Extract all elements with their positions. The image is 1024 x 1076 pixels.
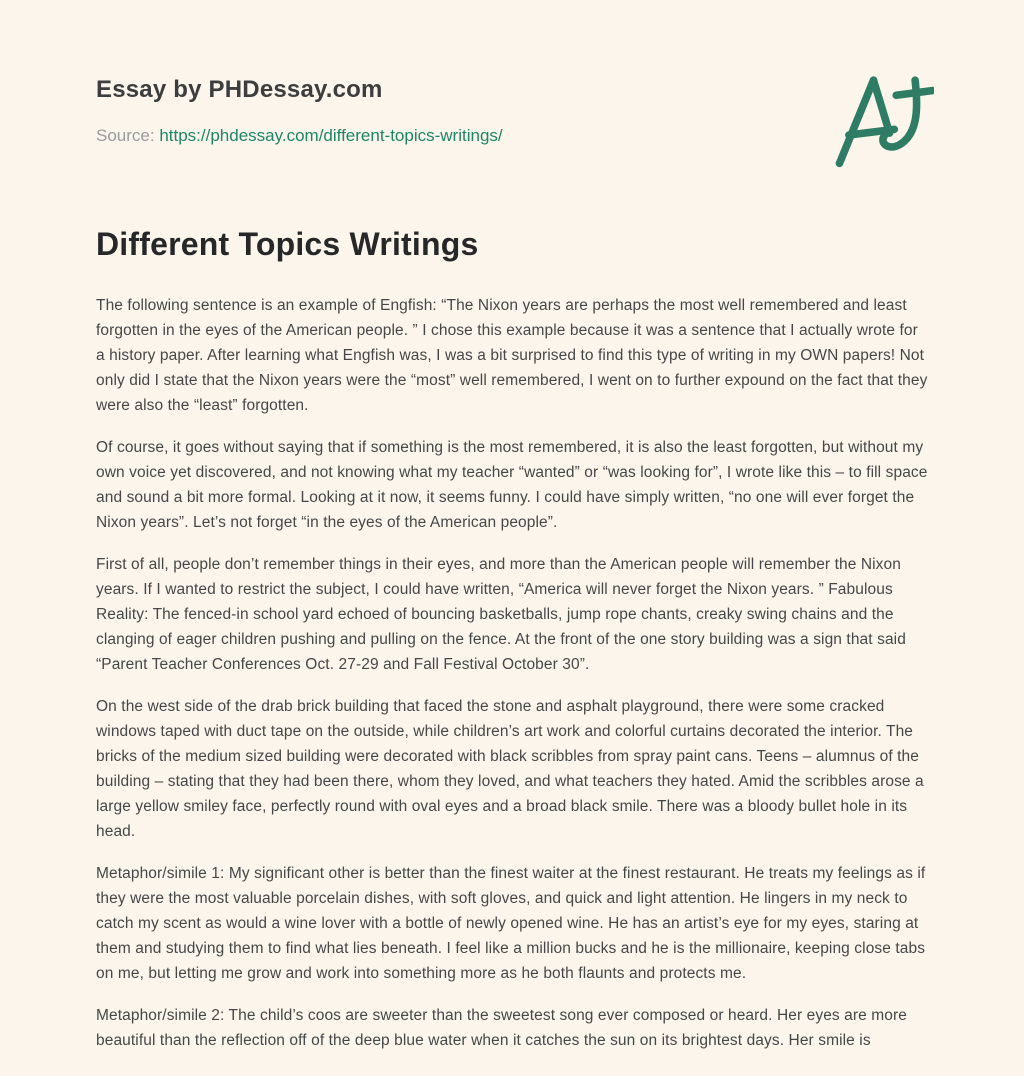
source-label: Source: [96, 126, 155, 145]
essay-title: Different Topics Writings [96, 226, 479, 262]
page-title: Essay by PHDessay.com [96, 76, 383, 103]
a-plus-logo-icon [830, 64, 934, 172]
essay-paragraph: Metaphor/simile 1: My significant other is better than the finest waiter at the finest restaurant. He treats my feelings as if they were the most valuable porcelain dishes, with soft gloves, and quick and light attention. He lingers in my neck to catch my scent as would a wine lover with a bottle of newly opened wine. He has an artist’s eye for my eyes, staring at them and studying them to find what lies beneath. I feel like a million bucks and he is the millionaire, keeping close tabs on me, but letting me grow and work into something more as he both flaunts and protects me. [96, 865, 926, 982]
source-link[interactable]: https://phdessay.com/different-topics-writings/ [159, 126, 503, 145]
essay-paragraph: Of course, it goes without saying that if something is the most remembered, it is also the least forgotten, but without my own voice yet discovered, and not knowing what my teacher “wanted” or “was looking for”, I wrote like this – to fill space and sound a bit more formal. Looking at it now, it seems funny. I could have simply written, “no one will ever forget the Nixon years”. Let’s not forget “in the eyes of the American people”. [96, 439, 928, 531]
essay-paragraph: First of all, people don’t remember things in their eyes, and more than the American people will remember the Nixon years. If I wanted to restrict the subject, I could have written, “America will never forget the Nixon years. ” Fabulous Reality: The fenced-in school yard echoed of bouncing basketballs, jump rope chants, creaky swing chains and the clanging of eager children pushing and pulling on the fence. At the front of the one story building was a sign that said “Parent Teacher Conferences Oct. 27-29 and Fall Festival October 30”. [96, 556, 906, 673]
essay-paragraph: On the west side of the drab brick building that faced the stone and asphalt playground, there were some cracked windows taped with duct tape on the outside, while children’s art work and colorful curtains decorated the interior. The bricks of the medium sized building were decorated with black scribbles from spray paint cans. Teens – alumnus of the building – stating that they had been there, whom they loved, and what teachers they hated. Amid the scribbles arose a large yellow smiley face, perfectly round with oval eyes and a broad black smile. There was a bloody bullet hole in its head. [96, 698, 924, 840]
document-header [96, 76, 928, 146]
essay-paragraph: The following sentence is an example of Engfish: “The Nixon years are perhaps the most well remembered and least forgotten in the eyes of the American people. ” I chose this example because it was a sentence that I actually wrote for a history paper. After learning what Engfish was, I was a bit surprised to find this type of writing in my OWN papers! Not only did I state that the Nixon years were the “most” well remembered, I went on to further expound on the fact that they were also the “least” forgotten. [96, 297, 928, 414]
essay-body [96, 293, 928, 1053]
essay-paragraph: Metaphor/simile 2: The child’s coos are sweeter than the sweetest song ever composed or heard. Her eyes are more beautiful than the reflection off of the deep blue water when it catches the sun on its brightest days. Her smile is [96, 1007, 908, 1049]
source-line [96, 126, 928, 146]
